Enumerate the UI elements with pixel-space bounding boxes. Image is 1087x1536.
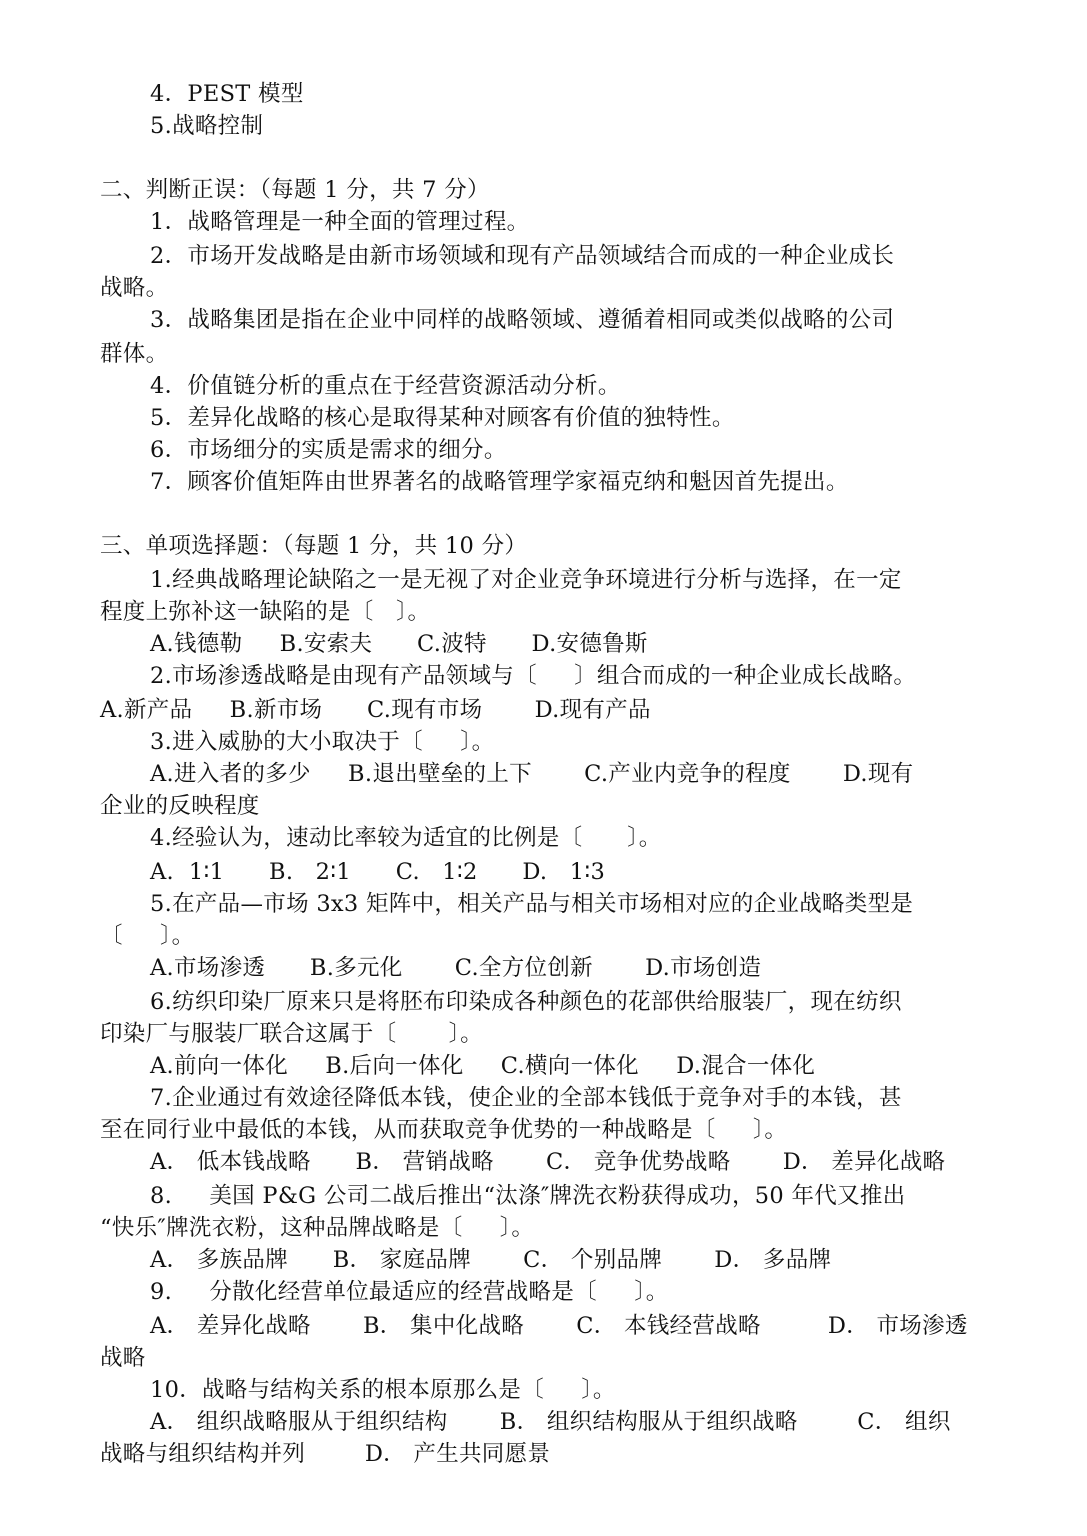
option-line: 企业的反映程度 (100, 793, 260, 819)
question-line: 6.纺织印染厂原来只是将胚布印染成各种颜色的花部供给服装厂，现在纺织 (150, 989, 902, 1015)
question-line: 7.企业通过有效途径降低本钱，使企业的全部本钱低于竞争对手的本钱，甚 (150, 1085, 902, 1111)
question-line: 8. 美国 P&G 公司二战后推出“汰涤″牌洗衣粉获得成功，50 年代又推出 (150, 1183, 906, 1209)
question-line: 5．差异化战略的核心是取得某种对顾客有价值的独特性。 (150, 405, 735, 431)
question-line: “快乐″牌洗衣粉，这种品牌战略是〔 〕。 (100, 1215, 535, 1241)
question-line: 2．市场开发战略是由新市场领域和现有产品领域结合而成的一种企业成长 (150, 243, 895, 269)
question-line: 2.市场渗透战略是由现有产品领域与〔 〕组合而成的一种企业成长战略。 (150, 663, 917, 689)
option-line: A. 1∶1 B. 2∶1 C. 1∶2 D. 1∶3 (150, 859, 606, 885)
question-line: 1．战略管理是一种全面的管理过程。 (150, 209, 530, 235)
option-line: 战略 (100, 1345, 146, 1371)
question-line: 3.进入威胁的大小取决于〔 〕。 (150, 729, 495, 755)
option-line: A.钱德勒 B.安索夫 C.波特 D.安德鲁斯 (150, 631, 648, 657)
question-line: 4．价值链分析的重点在于经营资源活动分析。 (150, 373, 621, 399)
option-line: A.进入者的多少 B.退出壁垒的上下 C.产业内竞争的程度 D.现有 (150, 761, 914, 787)
list-item: 5.战略控制 (150, 113, 264, 139)
question-line: 6．市场细分的实质是需求的细分。 (150, 437, 507, 463)
question-line: 群体。 (100, 341, 169, 367)
option-line: A.前向一体化 B.后向一体化 C.横向一体化 D.混合一体化 (150, 1053, 816, 1079)
question-line: 印染厂与服装厂联合这属于〔 〕。 (100, 1021, 483, 1047)
question-line: 9. 分散化经营单位最适应的经营战略是〔 〕。 (150, 1279, 669, 1305)
section-heading: 三、单项选择题：（每题 1 分，共 10 分） (100, 533, 528, 559)
list-item: 4．PEST 模型 (150, 81, 304, 107)
question-line: 至在同行业中最低的本钱，从而获取竞争优势的一种战略是〔 〕。 (100, 1117, 788, 1143)
option-line: A.市场渗透 B.多元化 C.全方位创新 D.市场创造 (150, 955, 762, 981)
option-line: A． 组织战略服从于组织结构 B． 组织结构服从于组织战略 C． 组织 (150, 1409, 951, 1435)
section-heading: 二、判断正误：（每题 1 分，共 7 分） (100, 177, 490, 203)
question-line: 战略。 (100, 275, 169, 301)
question-line: 3．战略集团是指在企业中同样的战略领域、遵循着相同或类似战略的公司 (150, 307, 895, 333)
question-line: 1.经典战略理论缺陷之一是无视了对企业竞争环境进行分析与选择，在一定 (150, 567, 902, 593)
question-line: 7．顾客价值矩阵由世界著名的战略管理学家福克纳和魁因首先提出。 (150, 469, 849, 495)
option-line: A． 差异化战略 B． 集中化战略 C． 本钱经营战略 D． 市场渗透 (150, 1313, 968, 1339)
option-line: A． 低本钱战略 B． 营销战略 C． 竞争优势战略 D． 差异化战略 (150, 1149, 946, 1175)
option-line: A.新产品 B.新市场 C.现有市场 D.现有产品 (100, 697, 651, 723)
question-line: 4.经验认为，速动比率较为适宜的比例是〔 〕。 (150, 825, 662, 851)
option-line: 战略与组织结构并列 D． 产生共同愿景 (100, 1441, 551, 1467)
question-line: 5.在产品—市场 3x3 矩阵中，相关产品与相关市场相对应的企业战略类型是 (150, 891, 914, 917)
question-line: 10．战略与结构关系的根本原那么是〔 〕。 (150, 1377, 616, 1403)
question-line: 程度上弥补这一缺陷的是〔 〕。 (100, 599, 431, 625)
option-line: A． 多族品牌 B． 家庭品牌 C． 个别品牌 D． 多品牌 (150, 1247, 832, 1273)
question-line: 〔 〕。 (100, 923, 195, 949)
